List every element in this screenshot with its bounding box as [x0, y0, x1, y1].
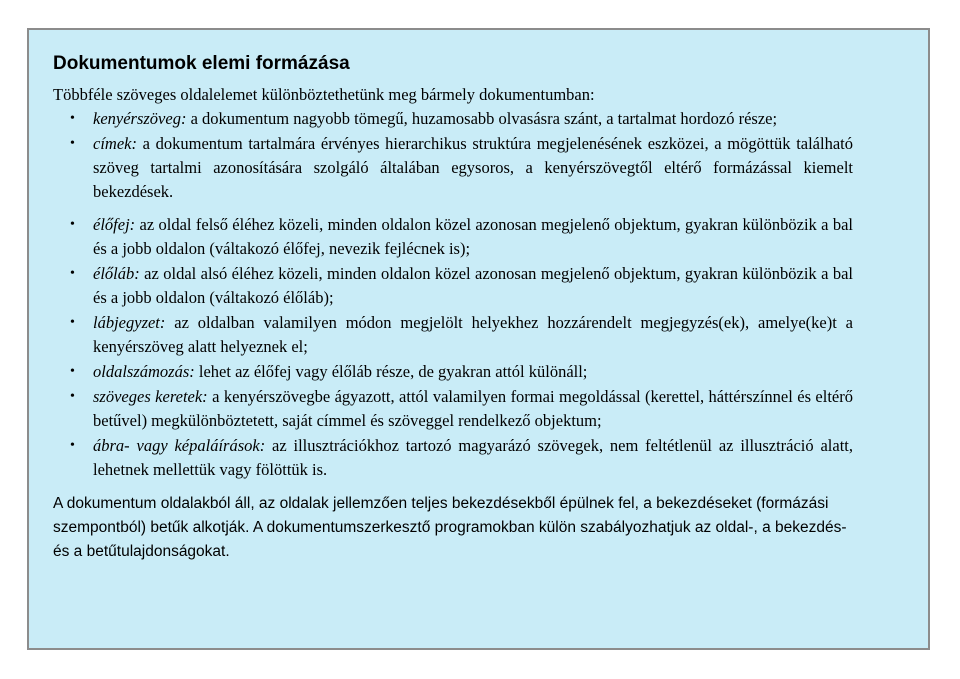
item-text: az oldal felső éléhez közeli, minden oldalon közel azonosan megjelenő objektum, gyakran különbözik a bal és a jobb oldalon (váltakozó élőfej, nevezik fejlécnek is); [93, 215, 853, 258]
item-text: a dokumentum tartalmára érvényes hierarchikus struktúra megjelenésének eszközei, a mögöttük található szöveg tartalmi azonosítására szolgáló általában egysoros, a kenyérszövegtől eltérő formázással kiemelt bekezdések. [93, 134, 853, 201]
bullet-icon: • [70, 111, 75, 126]
item-term: ábra- vagy képaláírások: [93, 436, 266, 455]
bullet-icon: • [70, 438, 75, 453]
closing-paragraph: A dokumentum oldalakból áll, az oldalak jellemzően teljes bekezdésekből épülnek fel, a bekezdéseket (formázási szempontból) betűk alkotják. A dokumentumszerkesztő programokban külön szabályozhatjuk az oldal-, a bekezdés- és a betűtulajdonságokat. [53, 495, 847, 560]
intro-paragraph: Többféle szöveges oldalelemet különböztethetünk meg bármely dokumentumban: [53, 85, 595, 104]
list-item [53, 262, 853, 310]
item-term: címek: [93, 134, 137, 153]
item-text: az oldal alsó éléhez közeli, minden oldalon közel azonosan megjelenő objektum, gyakran különbözik a bal és a jobb oldalon (váltakozó élőláb); [93, 264, 853, 307]
item-term: élőláb: [93, 264, 140, 283]
item-text: a kenyérszövegbe ágyazott, attól valamilyen formai megoldással (kerettel, háttérszínnel és eltérő betűvel) megkülönböztetett, saját címmel és szöveggel rendelkező objektum; [93, 387, 853, 430]
list-item [53, 311, 853, 359]
bullet-icon: • [70, 364, 75, 379]
list-item [53, 213, 853, 261]
list-item [53, 107, 853, 131]
list-item [53, 434, 853, 482]
bullet-icon: • [70, 217, 75, 232]
bullet-icon: • [70, 389, 75, 404]
element-list [53, 107, 853, 483]
item-term: kenyérszöveg: [93, 109, 187, 128]
list-item [53, 132, 853, 204]
item-term: lábjegyzet: [93, 313, 166, 332]
item-text: a dokumentum nagyobb tömegű, huzamosabb olvasásra szánt, a tartalmat hordozó része; [186, 109, 778, 128]
bullet-icon: • [70, 136, 75, 151]
item-text: az oldalban valamilyen módon megjelölt helyekhez hozzárendelt megjegyzés(ek), amelye(ke)t a kenyérszöveg alatt helyeznek el; [93, 313, 853, 356]
list-item [53, 385, 853, 433]
list-item [53, 360, 853, 384]
bullet-icon: • [70, 266, 75, 281]
item-text: az illusztrációkhoz tartozó magyarázó szövegek, nem feltétlenül az illusztráció alatt, lehetnek mellettük vagy fölöttük is. [93, 436, 853, 479]
bullet-icon: • [70, 315, 75, 330]
item-text: lehet az élőfej vagy élőláb része, de gyakran attól különáll; [194, 362, 588, 381]
item-term: oldalszámozás: [93, 362, 195, 381]
item-term: élőfej: [93, 215, 136, 234]
item-term: szöveges keretek: [93, 387, 208, 406]
page-title: Dokumentumok elemi formázása [53, 53, 350, 74]
